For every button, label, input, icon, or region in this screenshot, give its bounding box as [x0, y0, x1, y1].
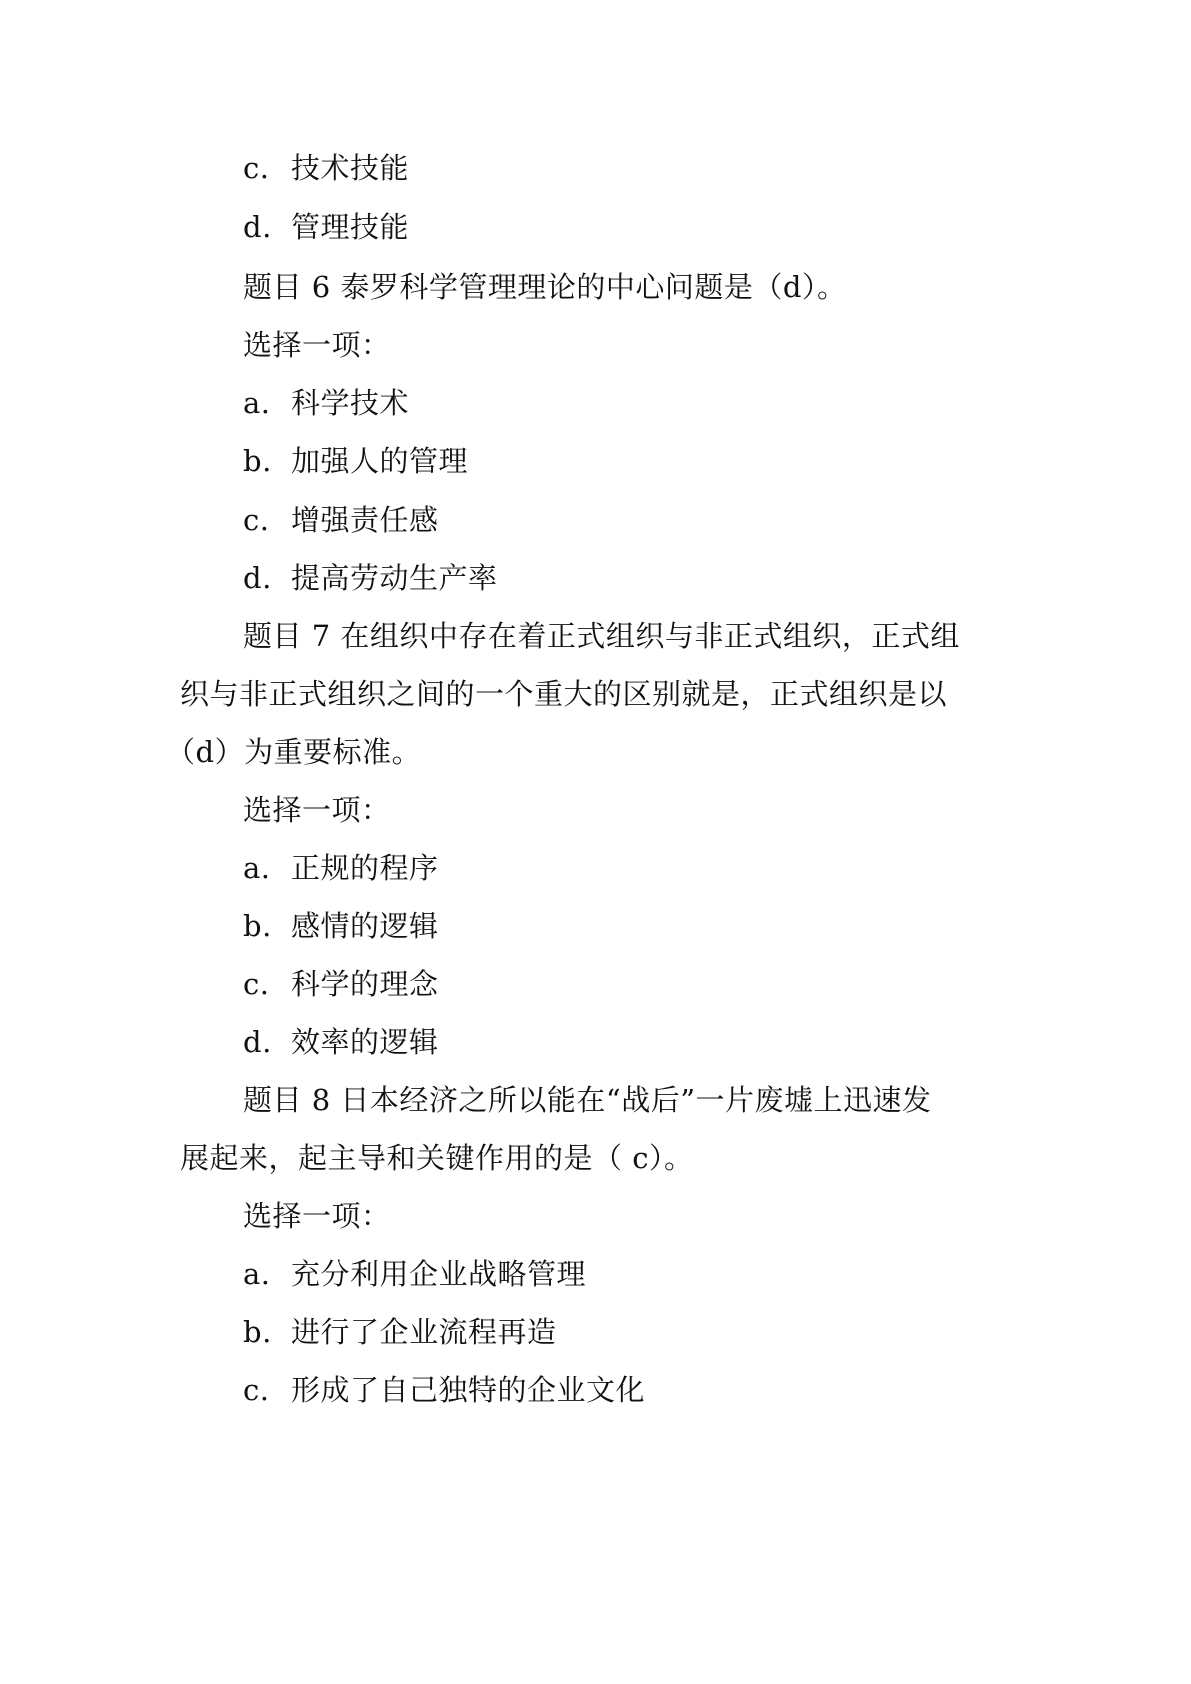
- option-text: 管理技能: [291, 210, 410, 244]
- q6-option-c: [243, 500, 439, 540]
- option-text: 充分利用企业战略管理: [291, 1257, 587, 1291]
- q6-stem: 题目 6 泰罗科学管理理论的中心问题是（d）。: [243, 270, 847, 304]
- q7-option-a: [243, 848, 439, 888]
- q8-option-a: [243, 1254, 586, 1294]
- option-letter: a.: [243, 851, 271, 885]
- option-text: 加强人的管理: [291, 444, 469, 478]
- q7-option-c: [243, 964, 439, 1004]
- q8-stem-line2: 展起来，起主导和关键作用的是（ c）。: [180, 1141, 694, 1175]
- option-text: 科学的理念: [291, 967, 439, 1001]
- option-text: 科学技术: [291, 386, 410, 420]
- q7-prompt: 选择一项：: [243, 793, 391, 827]
- q8-option-c: [243, 1370, 645, 1410]
- option-letter: c.: [243, 967, 270, 1001]
- option-text: 形成了自己独特的企业文化: [291, 1373, 646, 1407]
- q8-stem-line1: 题目 8 日本经济之所以能在“战后”一片废墟上迅速发: [243, 1083, 932, 1117]
- option-letter: b.: [243, 909, 272, 943]
- q8-prompt: 选择一项：: [243, 1199, 391, 1233]
- q7-stem-line2: 织与非正式组织之间的一个重大的区别就是，正式组织是以: [180, 677, 948, 711]
- q8-option-b: [243, 1312, 557, 1352]
- option-letter: d.: [243, 210, 272, 244]
- q5-option-d: [243, 207, 409, 247]
- option-text: 提高劳动生产率: [291, 561, 498, 595]
- q7-stem-line1: 题目 7 在组织中存在着正式组织与非正式组织，正式组: [243, 619, 960, 653]
- q5-option-c: [243, 148, 409, 188]
- q6-option-b: [243, 441, 468, 481]
- option-letter: b.: [243, 444, 272, 478]
- option-letter: d.: [243, 561, 272, 595]
- option-letter: a.: [243, 386, 271, 420]
- option-letter: b.: [243, 1315, 272, 1349]
- option-letter: a.: [243, 1257, 271, 1291]
- q7-option-b: [243, 906, 439, 946]
- option-text: 增强责任感: [291, 503, 439, 537]
- q7-option-d: [243, 1022, 439, 1062]
- option-letter: c.: [243, 1373, 270, 1407]
- q6-option-a: [243, 383, 409, 423]
- option-text: 进行了企业流程再造: [291, 1315, 557, 1349]
- option-letter: d.: [243, 1025, 272, 1059]
- option-text: 正规的程序: [291, 851, 439, 885]
- option-text: 技术技能: [291, 151, 410, 185]
- option-text: 效率的逻辑: [291, 1025, 439, 1059]
- q6-option-d: [243, 558, 498, 598]
- option-letter: c.: [243, 503, 270, 537]
- q7-stem-line3: （d）为重要标准。: [166, 735, 422, 769]
- q6-prompt: 选择一项：: [243, 328, 391, 362]
- option-letter: c.: [243, 151, 270, 185]
- option-text: 感情的逻辑: [291, 909, 439, 943]
